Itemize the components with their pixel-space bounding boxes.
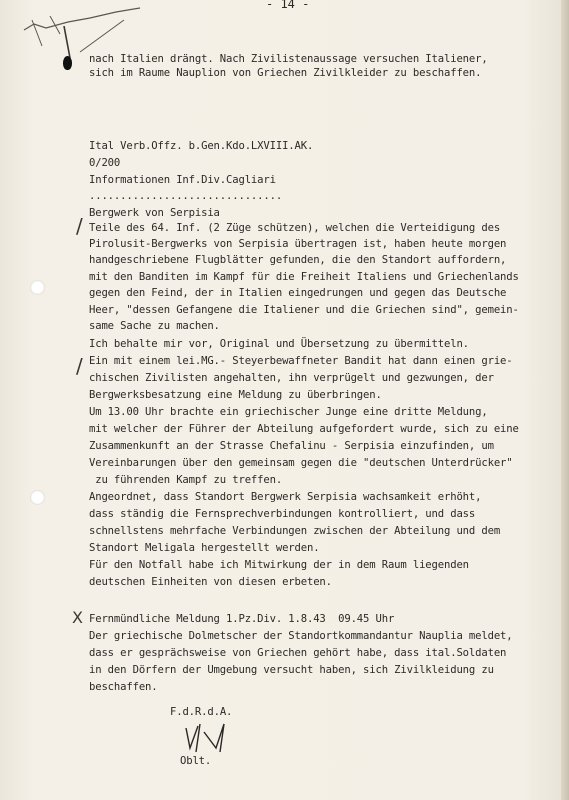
text-line: schnellstens mehrfache Verbindungen zwischen der Abteilung und dem: [89, 525, 501, 537]
certification-note: F.d.R.d.A.: [170, 706, 233, 718]
text-line: beschaffen.: [89, 681, 158, 693]
text-line: deutschen Einheiten von diesen erbeten.: [89, 576, 332, 588]
text-line: Teile des 64. Inf. (2 Züge schützen), welchen die Verteidigung des: [89, 222, 501, 234]
report-heading: Fernmündliche Meldung 1.Pz.Div. 1.8.43 09.45 Uhr: [89, 613, 395, 625]
text-line: Ital Verb.Offz. b.Gen.Kdo.LXVIII.AK.: [89, 140, 314, 152]
handwritten-signature: [180, 718, 240, 758]
margin-bracket: /: [76, 214, 83, 238]
text-line: Der griechische Dolmetscher der Standortkommandantur Nauplia meldet,: [89, 630, 513, 642]
ink-blot: [63, 56, 72, 70]
punch-hole: [30, 280, 45, 295]
text-line: dass ständig die Fernsprechverbindungen kontrolliert, und dass: [89, 508, 476, 520]
text-line: mit den Banditen im Kampf für die Freiheit Italiens und Griechenlands: [89, 271, 519, 283]
text-line: Standort Meligala hergestellt werden.: [89, 542, 320, 554]
punch-hole: [30, 490, 45, 505]
text-line: Für den Notfall habe ich Mitwirkung der in dem Raum liegenden: [89, 559, 469, 571]
text-line: same Sache zu machen.: [89, 320, 220, 332]
text-line: gegen den Feind, der in Italien eingedrungen und gegen das Deutsche: [89, 287, 507, 299]
text-line: Ich behalte mir vor, Original und Übersetzung zu übermitteln.: [89, 338, 469, 350]
margin-bracket: /: [76, 354, 83, 378]
paper-edge: [561, 0, 569, 800]
text-line: Heer, "dessen Gefangene die Italiener und die Griechen sind", gemein-: [89, 304, 519, 316]
rank-label: Oblt.: [180, 755, 212, 767]
text-line: Ein mit einem lei.MG.- Steyerbewaffneter Bandit hat dann einen grie-: [89, 355, 513, 367]
text-line: dass er gesprächsweise von Griechen gehört habe, dass ital.Soldaten: [89, 647, 507, 659]
page-number: - 14 -: [266, 0, 310, 11]
cross-mark: X: [72, 608, 83, 627]
text-line: sich im Raume Nauplion von Griechen Zivilkleider zu beschaffen.: [89, 67, 482, 79]
text-line: Pirolusit-Bergwerks von Serpisia übertragen ist, haben heute morgen: [89, 238, 507, 250]
text-line: Angeordnet, dass Standort Bergwerk Serpisia wachsamkeit erhöht,: [89, 491, 482, 503]
text-line: nach Italien drängt. Nach Zivilistenaussage versuchen Italiener,: [89, 53, 488, 65]
text-line: 0/200: [89, 157, 121, 169]
text-line: Um 13.00 Uhr brachte ein griechischer Junge eine dritte Meldung,: [89, 406, 488, 418]
text-line: Zusammenkunft an der Strasse Chefalinu - Serpisia einzufinden, um: [89, 440, 494, 452]
text-line: Bergwerksbesatzung eine Meldung zu überbringen.: [89, 389, 382, 401]
text-line: in den Dörfern der Umgebung versucht haben, sich Zivilkleidung zu: [89, 664, 494, 676]
text-line: Informationen Inf.Div.Cagliari: [89, 174, 276, 186]
separator-line: ...............................: [89, 190, 283, 202]
text-line: handgeschriebene Flugblätter gefunden, die den Standort auffordern,: [89, 254, 507, 266]
text-line: Vereinbarungen über den gemeinsam gegen die "deutschen Unterdrücker": [89, 457, 513, 469]
section-heading: Bergwerk von Serpisia: [89, 207, 220, 219]
text-line: zu führenden Kampf zu treffen.: [89, 474, 283, 486]
text-line: chischen Zivilisten angehalten, ihn verprügelt und gezwungen, der: [89, 372, 494, 384]
text-line: mit welcher der Führer der Abteilung aufgefordert wurde, sich zu eine: [89, 423, 519, 435]
